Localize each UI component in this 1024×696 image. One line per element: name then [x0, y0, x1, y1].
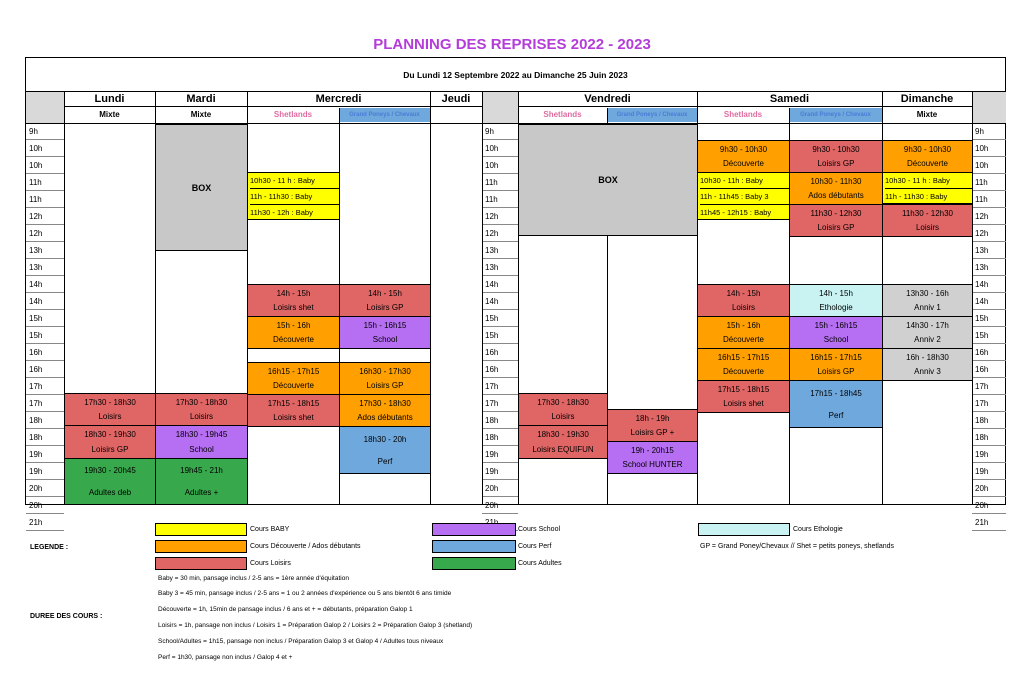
sub-samedi-gp: Grand Poneys / Chevaux — [789, 108, 882, 122]
course-block — [789, 204, 883, 237]
course-text: Loisirs GP — [817, 223, 855, 233]
time-label: 19h — [26, 447, 64, 463]
time-label: 15h — [972, 328, 1006, 344]
time-label: 12h — [972, 209, 1006, 225]
day-lundi: Lundi — [64, 92, 155, 107]
course-text: Découverte — [723, 367, 764, 377]
course-block — [339, 426, 431, 474]
course-text: Ethologie — [819, 303, 853, 313]
course-text: 17h30 - 18h30 — [175, 397, 228, 407]
course-text: 17h30 - 18h30 — [537, 397, 589, 407]
box-vendredi: BOX — [518, 124, 698, 236]
course-text: Anniv 3 — [914, 367, 941, 377]
course-text: 15h - 16h15 — [814, 320, 858, 330]
time-column-left — [26, 124, 64, 532]
course-block — [607, 409, 698, 442]
time-label: 13h — [482, 260, 518, 276]
duree-line: Perf = 1h30, pansage non inclus / Galop 4 et + — [158, 654, 293, 661]
course-text: Découverte — [723, 159, 764, 169]
time-label: 17h — [26, 379, 64, 395]
course-text: 11h30 - 12h30 — [810, 208, 862, 218]
course-text: 18h30 - 19h30 — [537, 430, 589, 439]
time-label: 19h — [972, 464, 1006, 480]
box-mardi: BOX — [155, 124, 248, 251]
time-label: 11h — [482, 175, 518, 191]
time-label: 19h — [482, 464, 518, 480]
time-label: 12h — [482, 209, 518, 225]
time-label: 15h — [482, 311, 518, 327]
time-label: 18h — [26, 413, 64, 429]
course-text: 9h30 - 10h30 — [719, 144, 768, 154]
time-label: 16h — [482, 362, 518, 378]
time-label: 15h — [972, 311, 1006, 327]
time-label: 12h — [972, 226, 1006, 242]
course-text: 14h30 - 17h — [906, 320, 949, 330]
course-block — [789, 140, 883, 173]
course-text: 15h - 16h — [276, 320, 311, 330]
time-label: 18h — [482, 413, 518, 429]
course-block — [882, 204, 973, 237]
sub-dimanche: Mixte — [916, 110, 938, 119]
course-text: Ados débutants — [808, 191, 864, 201]
time-label: 12h — [482, 226, 518, 242]
time-label: 18h — [482, 430, 518, 446]
time-column-mid — [482, 124, 518, 532]
course-block — [155, 393, 248, 426]
course-text: 18h30 - 20h — [363, 434, 407, 444]
header-corner-left — [26, 92, 64, 123]
sub-mardi: Mixte — [190, 110, 212, 119]
course-text: 11h30 - 12h30 — [901, 208, 953, 218]
time-label: 11h — [26, 175, 64, 191]
baby-mercredi — [247, 172, 340, 220]
course-text: 16h - 18h30 — [906, 352, 949, 362]
course-text: Loisirs — [731, 303, 756, 313]
course-text: 17h15 - 18h15 — [267, 398, 320, 408]
baby-dimanche — [882, 172, 973, 204]
course-block — [247, 316, 340, 349]
legend-perf: Cours Perf — [518, 543, 552, 550]
time-label: 13h — [972, 243, 1006, 259]
time-label: 11h — [482, 192, 518, 208]
time-label: 20h — [26, 498, 64, 514]
course-text: Perf — [828, 410, 844, 420]
course-text: 19h - 20h15 — [631, 445, 674, 455]
time-label: 15h — [26, 311, 64, 327]
course-text: 19h45 - 21h — [180, 466, 223, 476]
course-text: Anniv 2 — [914, 335, 941, 345]
course-block — [339, 362, 431, 395]
course-text: 14h - 15h — [276, 288, 311, 298]
legend-etho: Cours Ethologie — [793, 526, 843, 533]
baby-slot: 11h - 11h30 : Baby — [250, 189, 339, 205]
course-block — [697, 284, 790, 317]
course-text: School — [372, 335, 398, 345]
course-text: Loisirs GP — [817, 367, 855, 377]
course-text: Découverte — [273, 335, 314, 345]
course-block — [64, 393, 156, 426]
legend-swatch-decouverte — [155, 540, 247, 553]
duree-label: DUREE DES COURS : — [30, 613, 103, 620]
course-block — [789, 284, 883, 317]
course-block — [155, 458, 248, 505]
duree-line: Loisirs = 1h, pansage non inclus / Loisirs 1 = Préparation Galop 2 / Loisirs 2 = Préparation Galop 3 (shetland) — [158, 622, 473, 629]
course-text: 14h - 15h — [368, 288, 402, 298]
baby-slot: 10h30 - 11h : Baby — [700, 173, 789, 189]
course-text: Loisirs — [189, 412, 214, 422]
course-text: Loisirs GP — [91, 445, 129, 454]
legend-adultes: Cours Adultes — [518, 560, 562, 567]
course-text: 9h30 - 10h30 — [903, 144, 952, 154]
time-label: 15h — [26, 328, 64, 344]
course-text: Loisirs shet — [723, 399, 764, 409]
legend-school: Cours School — [518, 526, 561, 533]
course-text: Loisirs EQUIFUN — [532, 445, 594, 454]
course-text: School — [189, 445, 214, 454]
time-label: 13h — [972, 260, 1006, 276]
time-label: 10h — [972, 158, 1006, 174]
time-label: 18h — [972, 430, 1006, 446]
time-label: 20h — [972, 498, 1006, 514]
course-block — [518, 425, 608, 459]
course-block — [789, 348, 883, 381]
time-label: 17h — [972, 379, 1006, 395]
time-label: 12h — [26, 209, 64, 225]
course-text: Anniv 1 — [914, 303, 941, 313]
baby-slot: 11h - 11h30 : Baby — [885, 192, 948, 201]
time-label: 17h — [972, 396, 1006, 412]
time-label: 14h — [482, 277, 518, 293]
time-label: 14h — [26, 277, 64, 293]
time-label: 14h — [482, 294, 518, 310]
time-label: 16h — [26, 362, 64, 378]
course-text: Loisirs GP — [366, 381, 404, 391]
course-block — [247, 284, 340, 317]
time-label: 19h — [972, 447, 1006, 463]
day-mercredi: Mercredi — [247, 92, 430, 107]
course-text: Loisirs shet — [273, 303, 314, 313]
sub-mercredi-gp: Grand Poneys / Chevaux — [339, 108, 430, 122]
baby-slot: 10h30 - 11 h : Baby — [885, 173, 972, 189]
baby-samedi — [697, 172, 790, 220]
sub-vendredi-shet: Shetlands — [543, 110, 582, 119]
legend-loisirs: Cours Loisirs — [250, 560, 291, 567]
time-label: 15h — [482, 328, 518, 344]
course-block — [789, 316, 883, 349]
time-label: 21h — [972, 515, 1006, 531]
date-range: Du Lundi 12 Septembre 2022 au Dimanche 25 Juin 2023 — [403, 70, 628, 80]
course-block — [247, 362, 340, 395]
time-label: 14h — [26, 294, 64, 310]
legend-baby: Cours BABY — [250, 526, 290, 533]
time-label: 19h — [482, 447, 518, 463]
course-block — [882, 348, 973, 381]
course-text: 16h15 - 17h15 — [810, 352, 862, 362]
course-text: 18h - 19h — [635, 413, 670, 423]
time-label: 19h — [26, 464, 64, 480]
legend-decouverte: Cours Découverte / Ados débutants — [250, 543, 361, 550]
time-label: 18h — [26, 430, 64, 446]
course-block — [697, 316, 790, 349]
time-label: 16h — [972, 362, 1006, 378]
course-text: 14h - 15h — [726, 288, 761, 298]
time-label: 13h — [482, 243, 518, 259]
course-block — [518, 393, 608, 426]
course-text: Adultes + — [184, 487, 219, 497]
course-block — [339, 316, 431, 349]
time-label: 10h — [26, 141, 64, 157]
baby-slot: 10h30 - 11 h : Baby — [250, 173, 339, 189]
course-block — [789, 380, 883, 428]
course-text: 18h30 - 19h30 — [84, 430, 136, 439]
course-text: Loisirs — [915, 223, 940, 233]
legend-gp-note: GP = Grand Poney/Chevaux // Shet = petits poneys, shetlands — [700, 543, 895, 550]
legend-label: LEGENDE : — [30, 544, 69, 551]
course-text: 9h30 - 10h30 — [812, 144, 860, 154]
header-corner-right — [972, 92, 1006, 123]
course-text: 16h15 - 17h15 — [267, 366, 320, 376]
course-block — [697, 380, 790, 413]
duree-line: Découverte = 1h, 15min de pansage inclus / 6 ans et + = débutants, préparation Galop 1 — [158, 606, 413, 613]
time-label: 14h — [972, 294, 1006, 310]
time-label: 11h — [26, 192, 64, 208]
course-text: 14h - 15h — [819, 288, 853, 298]
course-block — [64, 425, 156, 459]
course-block — [882, 316, 973, 349]
course-text: 17h30 - 18h30 — [84, 397, 136, 407]
time-label: 11h — [972, 192, 1006, 208]
time-label: 17h — [26, 396, 64, 412]
course-block — [339, 394, 431, 427]
time-label: 9h — [972, 124, 1006, 140]
course-text: 17h30 - 18h30 — [359, 398, 411, 408]
day-jeudi: Jeudi — [430, 92, 482, 107]
course-text: 10h30 - 11h30 — [810, 176, 862, 186]
course-text: 18h30 - 19h45 — [175, 430, 228, 439]
course-text: 15h - 16h — [726, 320, 761, 330]
course-text: Loisirs GP + — [630, 428, 675, 438]
course-block — [697, 348, 790, 381]
time-label: 9h — [482, 124, 518, 140]
course-text: Découverte — [273, 381, 314, 391]
page-title: PLANNING DES REPRISES 2022 - 2023 — [373, 36, 651, 53]
course-block — [607, 441, 698, 474]
course-block — [697, 140, 790, 173]
duree-line: School/Adultes = 1h15, pansage non inclus / Préparation Galop 3 et Galop 4 / Adultes tous niveaux — [158, 638, 444, 645]
course-text: School HUNTER — [622, 460, 683, 470]
time-label: 16h — [972, 345, 1006, 361]
baby-slot: 11h30 - 12h : Baby — [250, 208, 313, 217]
course-text: 16h30 - 17h30 — [359, 366, 411, 376]
time-label: 17h — [482, 379, 518, 395]
course-text: 16h15 - 17h15 — [717, 352, 770, 362]
course-block — [64, 458, 156, 505]
course-text: Découverte — [723, 335, 764, 345]
time-label: 20h — [26, 481, 64, 497]
baby-slot: 11h - 11h45 : Baby 3 — [700, 189, 789, 205]
course-text: 15h - 16h15 — [363, 320, 407, 330]
course-block — [882, 284, 973, 317]
course-text: Loisirs GP — [817, 159, 855, 169]
time-label: 21h — [26, 515, 64, 531]
course-text: Loisirs — [98, 412, 122, 422]
course-text: Découverte — [907, 159, 948, 169]
course-text: Adultes deb — [88, 487, 132, 497]
grid-line — [482, 92, 483, 505]
course-text: Loisirs shet — [273, 413, 314, 423]
course-block — [789, 172, 883, 205]
course-text: Loisirs — [551, 412, 575, 422]
time-label: 16h — [26, 345, 64, 361]
course-text: Loisirs GP — [366, 303, 404, 313]
time-label: 13h — [26, 243, 64, 259]
course-text: 19h30 - 20h45 — [84, 466, 136, 476]
legend-swatch-school — [432, 523, 516, 536]
course-text: School — [823, 335, 849, 345]
course-block — [882, 140, 973, 173]
course-block — [247, 394, 340, 427]
time-label: 18h — [972, 413, 1006, 429]
time-label: 9h — [26, 124, 64, 140]
legend-swatch-perf — [432, 540, 516, 553]
time-label: 10h — [972, 141, 1006, 157]
legend-swatch-loisirs — [155, 557, 247, 570]
sub-lundi: Mixte — [99, 110, 120, 119]
sub-samedi-shet: Shetlands — [723, 110, 763, 119]
day-samedi: Samedi — [697, 92, 882, 107]
time-column-right — [972, 124, 1006, 532]
time-label: 11h — [972, 175, 1006, 191]
time-label: 13h — [26, 260, 64, 276]
time-label: 17h — [482, 396, 518, 412]
time-label: 12h — [26, 226, 64, 242]
time-label: 20h — [482, 481, 518, 497]
course-text: 13h30 - 16h — [906, 288, 949, 298]
course-text: Perf — [377, 456, 393, 466]
sub-mercredi-shet: Shetlands — [273, 110, 313, 119]
day-vendredi: Vendredi — [518, 92, 697, 107]
sub-vendredi-gp: Grand Poneys / Chevaux — [607, 108, 697, 122]
header-corner-mid — [482, 92, 518, 123]
duree-line: Baby = 30 min, pansage inclus / 2-5 ans = 1ère année d'équitation — [158, 575, 349, 582]
course-text: 17h15 - 18h45 — [810, 388, 862, 398]
time-label: 16h — [482, 345, 518, 361]
time-label: 10h — [482, 141, 518, 157]
time-label: 20h — [972, 481, 1006, 497]
baby-slot: 11h45 - 12h15 : Baby — [700, 208, 772, 217]
day-mardi: Mardi — [155, 92, 247, 107]
course-block — [155, 425, 248, 459]
course-text: 17h15 - 18h15 — [717, 384, 770, 394]
duree-line: Baby 3 = 45 min, pansage inclus / 2-5 ans = 1 ou 2 années d'expérience ou 5 ans bientôt 6 ans timide — [158, 590, 452, 597]
time-label: 20h — [482, 498, 518, 514]
day-dimanche: Dimanche — [882, 92, 972, 107]
time-label: 10h — [482, 158, 518, 174]
course-text: Ados débutants — [357, 413, 413, 423]
legend-swatch-adultes — [432, 557, 516, 570]
time-label: 10h — [26, 158, 64, 174]
course-block — [339, 284, 431, 317]
time-label: 14h — [972, 277, 1006, 293]
legend-swatch-etho — [698, 523, 790, 536]
legend-swatch-baby — [155, 523, 247, 536]
